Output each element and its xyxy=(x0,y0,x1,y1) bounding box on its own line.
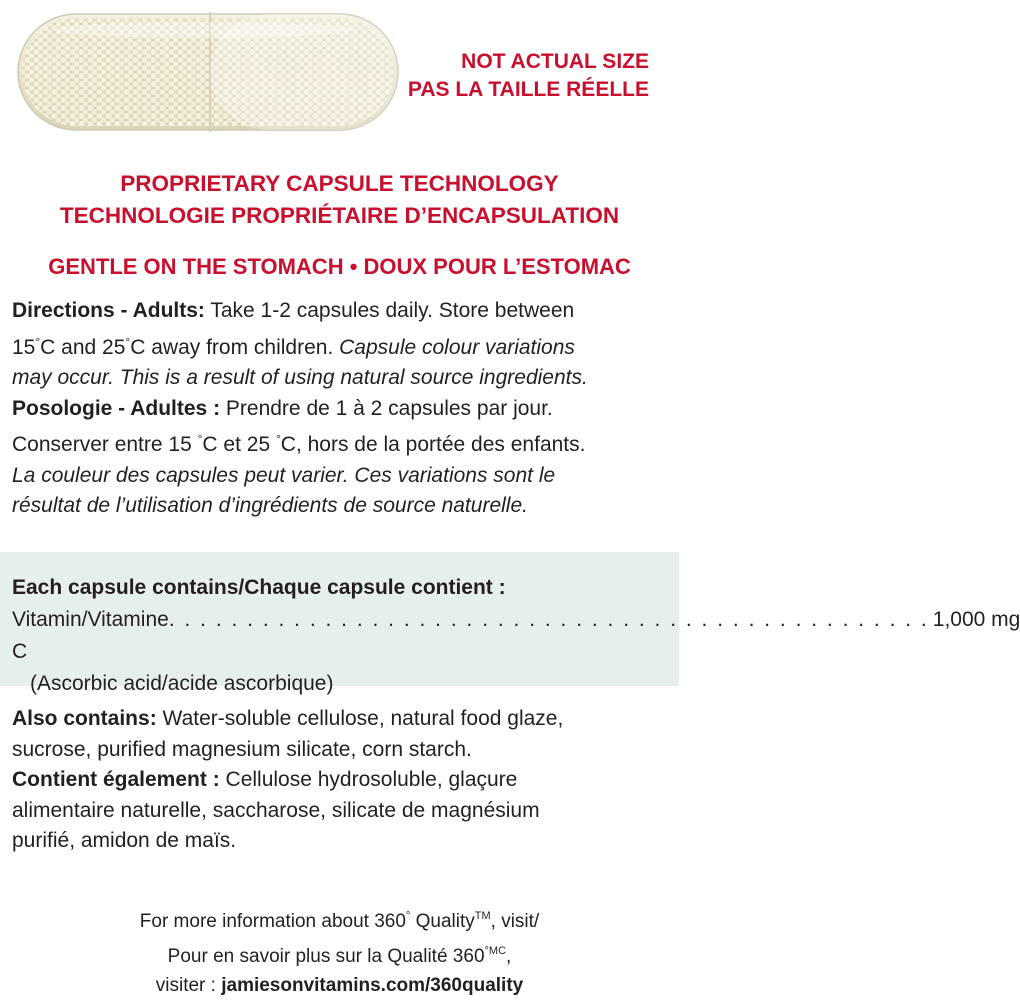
gentle-heading: GENTLE ON THE STOMACH • DOUX POUR L’ESTOMAC xyxy=(48,254,631,279)
directions-temp-low: 15 xyxy=(12,335,36,359)
colour-note-en-2: may occur. This is a result of using natural source ingredients. xyxy=(12,366,588,389)
trademark-mark: TM xyxy=(474,910,491,922)
website-url: jamiesonvitamins.com/360quality xyxy=(221,975,524,996)
also-contains-text-fr-1: Cellulose hydrosoluble, glaçure xyxy=(219,768,518,791)
mc-mark: °MC xyxy=(484,944,507,957)
size-note-en: NOT ACTUAL SIZE xyxy=(461,50,649,73)
colour-note-fr-1: La couleur des capsules peut varier. Ces variations sont le xyxy=(12,463,556,487)
directions-block xyxy=(12,296,672,522)
footer-line1-b: Quality xyxy=(410,911,475,932)
ingredient-source: (Ascorbic acid/acide ascorbique) xyxy=(30,672,334,695)
technology-heading-en: PROPRIETARY CAPSULE TECHNOLOGY xyxy=(120,171,559,196)
ingredient-row xyxy=(12,604,1020,668)
ingredients-heading: Each capsule contains/Chaque capsule contient : xyxy=(12,576,506,599)
colour-note-fr-2: résultat de l’utilisation d’ingrédients de source naturelle. xyxy=(12,494,528,517)
degree-symbol: ° xyxy=(405,910,411,922)
size-note-fr: PAS LA TAILLE RÉELLE xyxy=(407,78,649,101)
footer-line1-a: For more information about 360 xyxy=(139,911,406,932)
technology-heading-fr: TECHNOLOGIE PROPRIÉTAIRE D’ENCAPSULATION xyxy=(59,203,620,228)
also-contains-label-en: Also contains: xyxy=(12,707,157,730)
degree-symbol: ° xyxy=(125,334,131,349)
directions-storage-fr-a: Conserver entre 15 xyxy=(12,433,198,456)
degree-symbol: ° xyxy=(35,334,41,349)
also-contains-text-fr-3: purifié, amidon de maïs. xyxy=(12,829,237,852)
footer-line2-a: Pour en savoir plus sur la Qualité 360 xyxy=(167,945,485,967)
directions-storage-fr-c: C, hors de la portée des enfants. xyxy=(280,433,586,456)
technology-heading xyxy=(0,168,679,232)
also-contains-block xyxy=(12,704,672,857)
degree-symbol: ° xyxy=(197,432,203,446)
directions-text-en-1: Take 1-2 capsules daily. Store between xyxy=(204,299,575,322)
directions-label-en: Directions - Adults: xyxy=(12,299,205,322)
also-contains-text-fr-2: alimentaire naturelle, saccharose, silicate de magnésium xyxy=(12,798,540,822)
footer-line3-a: visiter : xyxy=(155,975,222,996)
directions-text-fr-1: Prendre de 1 à 2 capsules par jour. xyxy=(220,396,553,420)
also-contains-text-en-2: sucrose, purified magnesium silicate, corn starch. xyxy=(12,737,472,761)
leader-dots: . . . . . . . . . . . . . . . . . . . . . . . . . . . . . . . . . . . . . . . . . . . . . . . . . xyxy=(168,608,929,631)
footer-info xyxy=(0,902,679,1001)
directions-label-fr: Posologie - Adultes : xyxy=(12,396,221,420)
footer-line1-c: , visit/ xyxy=(490,911,540,932)
capsule-image xyxy=(14,8,404,136)
directions-storage-en: C away from children. xyxy=(130,335,340,359)
degree-symbol: ° xyxy=(275,432,281,446)
directions-storage-fr-b: C et 25 xyxy=(202,433,276,456)
footer-line2-b: , xyxy=(506,945,512,967)
directions-temp-high: C and 25 xyxy=(40,335,126,359)
ingredient-name: Vitamin/Vitamine C xyxy=(12,608,169,663)
ingredients-panel xyxy=(0,552,1020,695)
colour-note-en-1: Capsule colour variations xyxy=(339,335,575,359)
also-contains-label-fr: Contient également : xyxy=(12,768,220,791)
ingredient-amount: 1,000 mg xyxy=(932,608,1020,631)
size-note xyxy=(399,48,649,104)
also-contains-text-en-1: Water-soluble cellulose, natural food glaze, xyxy=(156,707,564,730)
